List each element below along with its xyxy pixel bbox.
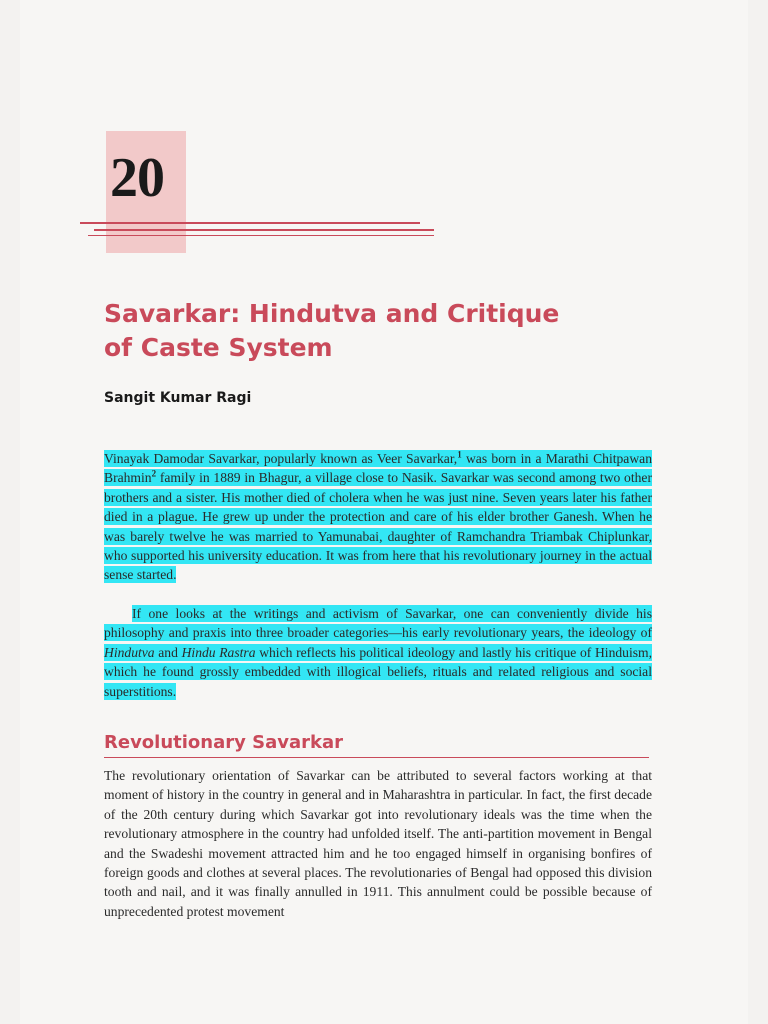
paragraph-3[interactable]: The revolutionary orientation of Savarkar can be attributed to several factors working at that moment of history in the country in general and in Maharashtra in particular. In fact, the first decade of the 20th century during which Savarkar got into revolutionary ideals was the time when the revolutionary atmosphere in the country had unfolded itself. The anti-partition movement in Bengal and the Swadeshi movement attracted him and he too engaged himself in organising bonfires of foreign goods and clothes at several places. The revolutionaries of Bengal had opposed this division tooth and nail, and it was finally annulled in 1911. This annulment could be possible because of unprecedented protest movement (104, 768, 652, 919)
footnote-ref-2[interactable]: 2 (151, 468, 157, 479)
footnote-ref-1[interactable]: 1 (457, 449, 462, 460)
italic-term: Hindu Rastra (181, 644, 256, 660)
italic-term: Hindutva (104, 644, 155, 660)
text-run: and (154, 644, 182, 660)
chapter-title-line-1: Savarkar: Hindutva and Critique (104, 299, 560, 328)
decorative-rule (94, 229, 434, 231)
text-run: family in 1889 in Bhagur, a village close to Nasik. Savarkar was second among two other brothers and a sister. His mother died of cholera when he was just nine. Seven years later his father died in a plague. He grew up under the protection and care of his elder brother Ganesh. When he was barely twelve he was married to Yamunabai, daughter of Ramchandra Triambak Chiplunkar, who supported his university education. It was from here that his revolutionary journey in the actual sense started. (104, 470, 652, 583)
text-run: If one looks at the writings and activism of Savarkar, one can conveniently divide his philosophy and praxis into three broader categories—his early revolutionary years, the ideology of (104, 606, 652, 641)
chapter-title-line-2: of Caste System (104, 333, 333, 362)
section-heading: Revolutionary Savarkar (104, 732, 649, 758)
text-run: was born in a Marathi Chitpawan Brahmin (104, 451, 652, 486)
chapter-number: 20 (110, 147, 164, 209)
author-name: Sangit Kumar Ragi (104, 390, 252, 406)
paragraph-1[interactable] (104, 449, 652, 585)
text-run: which reflects his political ideology and lastly his critique of Hinduism, which he found grossly embedded with illogical beliefs, rituals and related religious and social superstitions. (104, 644, 652, 699)
decorative-rule (88, 235, 434, 236)
text-run: Vinayak Damodar Savarkar, popularly known as Veer Savarkar, (104, 451, 458, 466)
highlighted-text[interactable] (104, 605, 652, 700)
highlighted-text[interactable] (104, 450, 652, 583)
chapter-title (104, 297, 664, 365)
decorative-rule (80, 222, 420, 224)
paragraph-2[interactable] (104, 604, 652, 701)
